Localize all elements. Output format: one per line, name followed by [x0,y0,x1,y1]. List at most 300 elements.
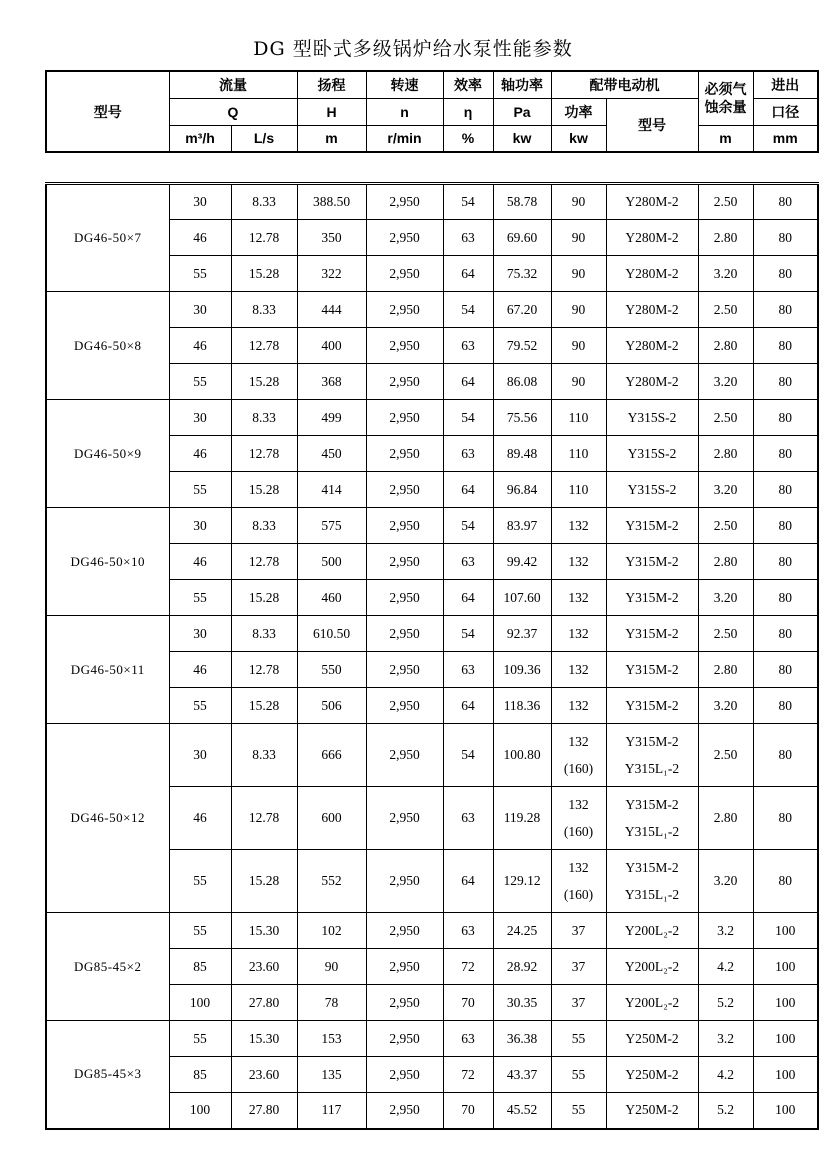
pump-model: DG46-50×11 [46,616,169,724]
header-shaft-power-unit: kw [493,125,551,152]
cell-efficiency: 72 [443,1057,493,1093]
header-row-1 [46,71,818,98]
cell-efficiency: 64 [443,472,493,508]
cell-head: 90 [297,949,366,985]
cell-shaft-power: 75.32 [493,256,551,292]
cell-flow-m3h: 55 [169,1021,231,1057]
cell-shaft-power: 92.37 [493,616,551,652]
cell-shaft-power: 86.08 [493,364,551,400]
cell-motor-model-line2: Y315L₁-2 [624,886,680,902]
cell-npsh: 2.80 [698,220,753,256]
cell-flow-ls: 15.28 [231,580,297,616]
cell-efficiency: 70 [443,985,493,1021]
cell-speed: 2,950 [366,256,443,292]
cell-shaft-power: 58.78 [493,184,551,220]
pump-model: DG46-50×7 [46,184,169,292]
cell-efficiency: 63 [443,913,493,949]
cell-flow-m3h: 46 [169,544,231,580]
cell-motor-model [606,850,698,913]
cell-port: 80 [753,220,818,256]
cell-motor-power: 132 [551,688,606,724]
cell-shaft-power: 45.52 [493,1093,551,1129]
cell-head: 350 [297,220,366,256]
cell-port: 100 [753,1093,818,1129]
cell-efficiency: 54 [443,400,493,436]
cell-shaft-power: 99.42 [493,544,551,580]
cell-npsh: 2.50 [698,508,753,544]
cell-npsh: 2.50 [698,724,753,787]
cell-motor-power: 90 [551,256,606,292]
cell-efficiency: 63 [443,544,493,580]
cell-speed: 2,950 [366,292,443,328]
cell-efficiency: 72 [443,949,493,985]
cell-motor-power: 37 [551,985,606,1021]
cell-head: 500 [297,544,366,580]
cell-npsh: 5.2 [698,985,753,1021]
header-table [45,70,819,153]
cell-speed: 2,950 [366,1093,443,1129]
cell-head: 322 [297,256,366,292]
cell-motor-model: Y200L₂-2 [606,985,698,1021]
cell-shaft-power: 67.20 [493,292,551,328]
cell-flow-m3h: 55 [169,580,231,616]
cell-motor-model: Y280M-2 [606,328,698,364]
header-head: 扬程 [297,71,366,98]
cell-flow-ls: 8.33 [231,400,297,436]
cell-flow-m3h: 100 [169,985,231,1021]
cell-port: 80 [753,724,818,787]
table-row [46,1021,818,1057]
cell-npsh: 2.50 [698,616,753,652]
cell-npsh: 3.20 [698,580,753,616]
header-speed-symbol: n [366,98,443,125]
cell-efficiency: 63 [443,436,493,472]
cell-port: 80 [753,328,818,364]
cell-flow-m3h: 30 [169,616,231,652]
cell-head: 499 [297,400,366,436]
cell-motor-power-line1: 132 [568,733,589,749]
cell-motor-model: Y315M-2 [606,580,698,616]
cell-shaft-power: 89.48 [493,436,551,472]
cell-head: 414 [297,472,366,508]
header-speed: 转速 [366,71,443,98]
cell-speed: 2,950 [366,400,443,436]
cell-flow-ls: 12.78 [231,436,297,472]
cell-efficiency: 54 [443,184,493,220]
cell-npsh: 2.80 [698,787,753,850]
cell-head: 135 [297,1057,366,1093]
cell-speed: 2,950 [366,508,443,544]
cell-motor-model: Y200L₂-2 [606,913,698,949]
header-efficiency-symbol: η [443,98,493,125]
cell-speed: 2,950 [366,688,443,724]
cell-efficiency: 70 [443,1093,493,1129]
cell-head: 117 [297,1093,366,1129]
cell-speed: 2,950 [366,652,443,688]
cell-motor-power [551,724,606,787]
cell-motor-power: 90 [551,184,606,220]
cell-port: 80 [753,544,818,580]
cell-speed: 2,950 [366,436,443,472]
table-row [46,724,818,787]
cell-shaft-power: 109.36 [493,652,551,688]
cell-flow-m3h: 46 [169,220,231,256]
cell-motor-power: 132 [551,508,606,544]
cell-flow-ls: 15.30 [231,1021,297,1057]
cell-flow-ls: 15.28 [231,364,297,400]
cell-flow-m3h: 55 [169,688,231,724]
cell-motor-model [606,724,698,787]
cell-flow-m3h: 30 [169,724,231,787]
header-port-line2: 口径 [753,98,818,125]
table-row [46,184,818,220]
page-title: DG 型卧式多级锅炉给水泵性能参数 [253,38,573,60]
cell-motor-model: Y280M-2 [606,184,698,220]
cell-motor-model: Y200L₂-2 [606,949,698,985]
cell-motor-power-line2: (160) [563,823,594,839]
header-speed-unit: r/min [366,125,443,152]
cell-motor-power: 90 [551,328,606,364]
cell-speed: 2,950 [366,850,443,913]
cell-flow-ls: 12.78 [231,328,297,364]
cell-motor-model-line2: Y315L₁-2 [624,823,680,839]
header-npsh-line1: 必须气 [704,81,747,98]
cell-motor-model: Y315M-2 [606,508,698,544]
cell-speed: 2,950 [366,364,443,400]
cell-speed: 2,950 [366,949,443,985]
cell-flow-m3h: 85 [169,949,231,985]
cell-speed: 2,950 [366,1021,443,1057]
cell-speed: 2,950 [366,580,443,616]
pump-model: DG85-45×2 [46,913,169,1021]
cell-head: 78 [297,985,366,1021]
cell-head: 460 [297,580,366,616]
cell-efficiency: 63 [443,220,493,256]
cell-head: 552 [297,850,366,913]
header-flow-unit-m3h: m³/h [169,125,231,152]
cell-port: 80 [753,364,818,400]
cell-port: 100 [753,949,818,985]
cell-efficiency: 54 [443,616,493,652]
cell-head: 450 [297,436,366,472]
cell-port: 80 [753,787,818,850]
pump-model: DG46-50×9 [46,400,169,508]
header-head-symbol: H [297,98,366,125]
cell-motor-power: 132 [551,652,606,688]
cell-port: 80 [753,652,818,688]
cell-motor-power-line2: (160) [563,760,594,776]
cell-flow-ls: 12.78 [231,544,297,580]
cell-motor-power: 110 [551,400,606,436]
header-motor-power-unit: kw [551,125,606,152]
cell-flow-ls: 12.78 [231,652,297,688]
cell-flow-m3h: 30 [169,400,231,436]
cell-flow-ls: 27.80 [231,1093,297,1129]
cell-shaft-power: 100.80 [493,724,551,787]
cell-motor-power: 90 [551,292,606,328]
cell-motor-power: 55 [551,1057,606,1093]
header-flow: 流量 [169,71,297,98]
cell-head: 102 [297,913,366,949]
cell-shaft-power: 43.37 [493,1057,551,1093]
cell-motor-model-line1: Y315M-2 [625,796,679,812]
cell-port: 80 [753,436,818,472]
cell-flow-m3h: 55 [169,364,231,400]
cell-motor-model-line1: Y315M-2 [625,859,679,875]
cell-efficiency: 63 [443,652,493,688]
cell-flow-ls: 23.60 [231,1057,297,1093]
header-head-unit: m [297,125,366,152]
header-npsh-line2: 蚀余量 [704,99,747,116]
cell-npsh: 3.20 [698,472,753,508]
cell-shaft-power: 69.60 [493,220,551,256]
cell-npsh: 3.20 [698,850,753,913]
cell-npsh: 2.80 [698,436,753,472]
cell-port: 80 [753,184,818,220]
pump-model: DG46-50×10 [46,508,169,616]
cell-speed: 2,950 [366,787,443,850]
cell-head: 610.50 [297,616,366,652]
cell-motor-power: 55 [551,1021,606,1057]
cell-motor-power-line2: (160) [563,886,594,902]
cell-head: 368 [297,364,366,400]
cell-flow-ls: 8.33 [231,184,297,220]
cell-motor-power [551,787,606,850]
cell-flow-m3h: 55 [169,256,231,292]
cell-shaft-power: 24.25 [493,913,551,949]
cell-efficiency: 64 [443,364,493,400]
cell-motor-model [606,787,698,850]
cell-motor-model: Y250M-2 [606,1093,698,1129]
cell-port: 80 [753,508,818,544]
cell-motor-power: 90 [551,220,606,256]
cell-shaft-power: 118.36 [493,688,551,724]
cell-port: 80 [753,400,818,436]
cell-motor-model: Y315M-2 [606,652,698,688]
cell-port: 100 [753,1021,818,1057]
cell-motor-model: Y315S-2 [606,400,698,436]
cell-npsh: 4.2 [698,1057,753,1093]
cell-head: 506 [297,688,366,724]
cell-flow-ls: 15.28 [231,256,297,292]
cell-port: 80 [753,472,818,508]
cell-shaft-power: 119.28 [493,787,551,850]
cell-port: 100 [753,1057,818,1093]
header-port-unit: mm [753,125,818,152]
cell-port: 80 [753,616,818,652]
cell-head: 666 [297,724,366,787]
cell-motor-power: 110 [551,472,606,508]
table-row [46,400,818,436]
cell-motor-model-line1: Y315M-2 [625,733,679,749]
cell-efficiency: 64 [443,850,493,913]
cell-npsh: 2.80 [698,652,753,688]
cell-npsh: 2.50 [698,400,753,436]
cell-motor-model: Y250M-2 [606,1021,698,1057]
cell-flow-ls: 15.28 [231,850,297,913]
cell-flow-ls: 12.78 [231,787,297,850]
cell-npsh: 2.50 [698,292,753,328]
cell-flow-ls: 15.30 [231,913,297,949]
cell-motor-model: Y315M-2 [606,544,698,580]
cell-speed: 2,950 [366,913,443,949]
cell-motor-power: 37 [551,913,606,949]
cell-efficiency: 63 [443,787,493,850]
cell-motor-power: 132 [551,616,606,652]
cell-head: 444 [297,292,366,328]
cell-motor-power [551,850,606,913]
cell-shaft-power: 96.84 [493,472,551,508]
cell-flow-ls: 15.28 [231,688,297,724]
cell-head: 153 [297,1021,366,1057]
cell-motor-model: Y315M-2 [606,688,698,724]
cell-flow-ls: 15.28 [231,472,297,508]
body-table-rows [46,184,818,1129]
cell-motor-power-line1: 132 [568,859,589,875]
cell-flow-m3h: 30 [169,292,231,328]
cell-flow-ls: 12.78 [231,220,297,256]
cell-speed: 2,950 [366,616,443,652]
cell-head: 550 [297,652,366,688]
cell-efficiency: 54 [443,508,493,544]
cell-shaft-power: 75.56 [493,400,551,436]
cell-motor-power: 132 [551,580,606,616]
header-flow-unit-ls: L/s [231,125,297,152]
header-motor-model: 型号 [606,98,698,152]
cell-flow-m3h: 55 [169,850,231,913]
cell-npsh: 3.2 [698,913,753,949]
cell-flow-m3h: 85 [169,1057,231,1093]
cell-efficiency: 54 [443,292,493,328]
cell-shaft-power: 129.12 [493,850,551,913]
body-table [45,182,819,1130]
cell-flow-m3h: 55 [169,472,231,508]
pump-model: DG85-45×3 [46,1021,169,1129]
table-row [46,292,818,328]
header-efficiency: 效率 [443,71,493,98]
cell-npsh: 3.20 [698,688,753,724]
cell-head: 400 [297,328,366,364]
cell-motor-power: 90 [551,364,606,400]
cell-shaft-power: 28.92 [493,949,551,985]
cell-port: 100 [753,985,818,1021]
header-efficiency-unit: % [443,125,493,152]
cell-motor-power: 55 [551,1093,606,1129]
cell-npsh: 2.50 [698,184,753,220]
cell-shaft-power: 83.97 [493,508,551,544]
cell-shaft-power: 36.38 [493,1021,551,1057]
table-row [46,616,818,652]
cell-speed: 2,950 [366,220,443,256]
header-shaft-power: 轴功率 [493,71,551,98]
cell-npsh: 3.20 [698,364,753,400]
cell-npsh: 3.2 [698,1021,753,1057]
cell-port: 80 [753,256,818,292]
header-npsh [698,71,753,125]
cell-efficiency: 63 [443,1021,493,1057]
table-row [46,508,818,544]
cell-shaft-power: 79.52 [493,328,551,364]
cell-port: 80 [753,580,818,616]
pump-model: DG46-50×12 [46,724,169,913]
cell-efficiency: 63 [443,328,493,364]
header-shaft-power-symbol: Pa [493,98,551,125]
cell-motor-power: 110 [551,436,606,472]
cell-speed: 2,950 [366,472,443,508]
cell-speed: 2,950 [366,328,443,364]
cell-motor-model: Y250M-2 [606,1057,698,1093]
cell-efficiency: 64 [443,256,493,292]
cell-speed: 2,950 [366,184,443,220]
cell-efficiency: 64 [443,580,493,616]
cell-head: 388.50 [297,184,366,220]
cell-motor-power: 37 [551,949,606,985]
cell-motor-model: Y280M-2 [606,256,698,292]
cell-flow-m3h: 46 [169,787,231,850]
cell-port: 80 [753,850,818,913]
cell-speed: 2,950 [366,724,443,787]
cell-efficiency: 64 [443,688,493,724]
cell-motor-model: Y280M-2 [606,364,698,400]
cell-speed: 2,950 [366,985,443,1021]
cell-flow-m3h: 46 [169,328,231,364]
header-npsh-unit: m [698,125,753,152]
cell-flow-m3h: 55 [169,913,231,949]
header-motor-power: 功率 [551,98,606,125]
cell-port: 100 [753,913,818,949]
cell-motor-model: Y280M-2 [606,292,698,328]
cell-motor-power: 132 [551,544,606,580]
pump-model: DG46-50×8 [46,292,169,400]
header-port-line1: 进出 [753,71,818,98]
cell-flow-ls: 8.33 [231,724,297,787]
table-row [46,913,818,949]
cell-npsh: 4.2 [698,949,753,985]
header-motor: 配带电动机 [551,71,698,98]
cell-flow-ls: 8.33 [231,508,297,544]
cell-shaft-power: 107.60 [493,580,551,616]
cell-npsh: 5.2 [698,1093,753,1129]
cell-flow-m3h: 30 [169,184,231,220]
cell-shaft-power: 30.35 [493,985,551,1021]
cell-speed: 2,950 [366,544,443,580]
cell-flow-m3h: 46 [169,652,231,688]
cell-head: 575 [297,508,366,544]
cell-npsh: 3.20 [698,256,753,292]
cell-motor-model: Y315S-2 [606,436,698,472]
cell-motor-model: Y315M-2 [606,616,698,652]
cell-port: 80 [753,292,818,328]
header-model: 型号 [46,71,169,152]
cell-motor-model: Y280M-2 [606,220,698,256]
cell-port: 80 [753,688,818,724]
header-flow-symbol: Q [169,98,297,125]
cell-flow-m3h: 30 [169,508,231,544]
cell-motor-model: Y315S-2 [606,472,698,508]
cell-flow-ls: 8.33 [231,292,297,328]
cell-flow-m3h: 46 [169,436,231,472]
cell-npsh: 2.80 [698,328,753,364]
cell-motor-power-line1: 132 [568,796,589,812]
cell-head: 600 [297,787,366,850]
cell-flow-ls: 23.60 [231,949,297,985]
cell-npsh: 2.80 [698,544,753,580]
cell-efficiency: 54 [443,724,493,787]
cell-flow-ls: 8.33 [231,616,297,652]
cell-speed: 2,950 [366,1057,443,1093]
cell-flow-m3h: 100 [169,1093,231,1129]
cell-motor-model-line2: Y315L₁-2 [624,760,680,776]
